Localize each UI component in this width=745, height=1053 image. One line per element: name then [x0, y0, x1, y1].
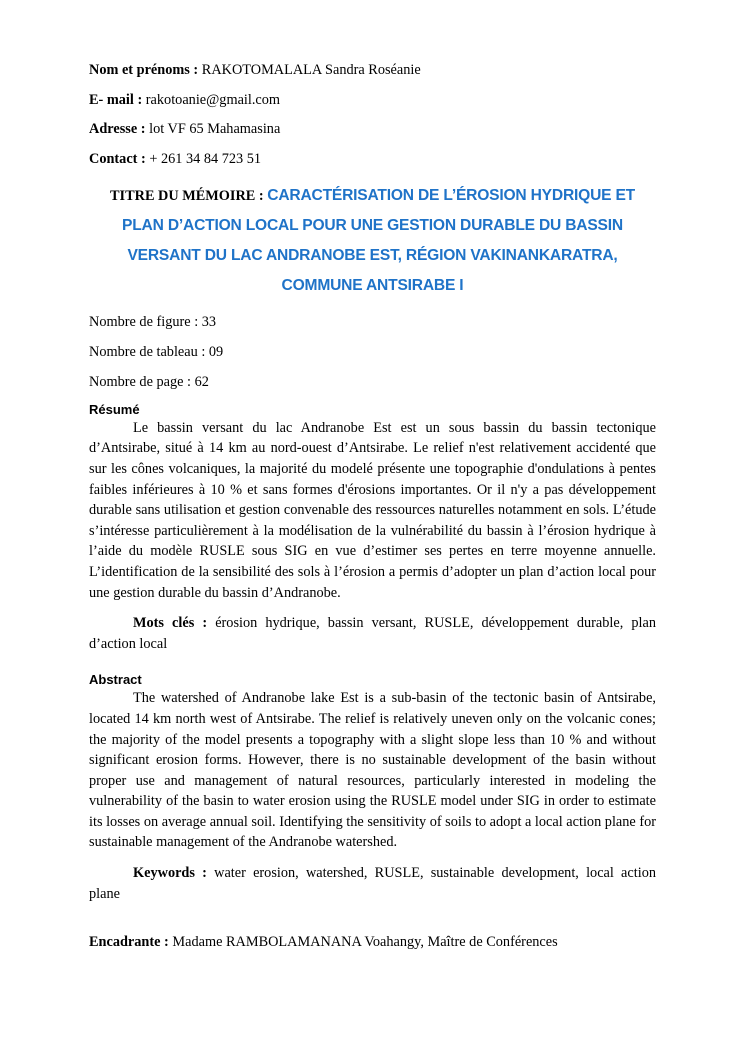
- author-name-line: [89, 60, 656, 80]
- resume-keywords-value: érosion hydrique, bassin versant, RUSLE, développement durable, plan d’action local: [89, 615, 657, 652]
- author-contact-label: Contact :: [89, 150, 146, 167]
- thesis-title-text: CARACTÉRISATION DE L’ÉROSION HYDRIQUE ET PLAN D’ACTION LOCAL POUR UNE GESTION DURABLE DU BASSIN VERSANT DU LAC ANDRANOBE EST, RÉGION VAKINANKARATRA, COMMUNE ANTSIRABE I: [122, 186, 635, 294]
- thesis-title-label: TITRE DU MÉMOIRE :: [109, 187, 264, 204]
- thesis-title: [89, 181, 656, 301]
- author-contact-line: [89, 149, 656, 169]
- document-counts: [89, 312, 656, 392]
- abstract-keywords-label: Keywords :: [133, 865, 207, 882]
- author-contact-value: + 261 34 84 723 51: [149, 150, 262, 167]
- author-email-line: [89, 90, 656, 110]
- author-name-value: RAKOTOMALALA Sandra Roséanie: [201, 62, 421, 78]
- author-name-label: Nom et prénoms :: [89, 62, 199, 78]
- abstract-keywords-value: water erosion, watershed, RUSLE, sustainable development, local action plane: [89, 865, 656, 902]
- author-email-value: rakotoanie@gmail.com: [145, 91, 281, 108]
- resume-keywords-label: Mots clés :: [133, 615, 208, 632]
- resume-keywords: [89, 613, 656, 654]
- supervisor-line: [89, 932, 656, 952]
- abstract-body: The watershed of Andranobe lake Est is a sub-basin of the tectonic basin of Antsirabe, located 14 km north west of Antsirabe. The relief is relatively uneven only on the volcanic cones; the majority of the model presents a topography with a slight slope less than 10 % and without significant erosion forms. However, there is no sustainable development of the basin without proper use and management of natural resources, particularly interested in modeling the vulnerability of the basin to water erosion using the RUSLE model under SIG in order to estimate its losses on average annual soil. Identifying the sensitivity of soils to adopt a local action plane for sustainable management of the Andranobe watershed.: [89, 690, 656, 851]
- page-count: Nombre de page : 62: [89, 373, 209, 390]
- author-address-value: lot VF 65 Mahamasina: [149, 121, 281, 138]
- supervisor-value: Madame RAMBOLAMANANA Voahangy, Maître de Conférences: [172, 934, 558, 951]
- figure-count: Nombre de figure : 33: [89, 313, 217, 330]
- table-count: Nombre de tableau : 09: [89, 343, 224, 360]
- author-address-line: [89, 119, 656, 139]
- resume-body: Le bassin versant du lac Andranobe Est est un sous bassin du bassin tectonique d’Antsirabe, situé à 14 km au nord-ouest d’Antsirabe. Le relief n'est relativement accidenté que sur les cônes volcaniques, la majorité du modelé présente une topographie d'ondulations à pentes faibles inférieures à 10 % et sans formes d'érosions importantes. Or il n'y a pas développement durable sans utilisation et gestion convenable des ressources naturelles notamment en sols. L’étude s’intéresse particulièrement à la modélisation de la vulnérabilité du bassin à l’érosion hydrique à l’aide du modèle RUSLE sous SIG en vue d’estimer ses pertes en terre moyenne annuelle. L’identification de la sensibilité des sols à l’érosion a permis d’adopter un plan d’action local pour une gestion durable du bassin d’Andranobe.: [89, 419, 656, 601]
- supervisor-label: Encadrante :: [89, 934, 169, 951]
- abstract-keywords: [89, 863, 656, 904]
- resume-heading: Résumé: [89, 401, 140, 417]
- author-address-label: Adresse :: [89, 121, 146, 138]
- abstract-heading: Abstract: [89, 672, 142, 688]
- author-email-label: E- mail :: [89, 91, 143, 108]
